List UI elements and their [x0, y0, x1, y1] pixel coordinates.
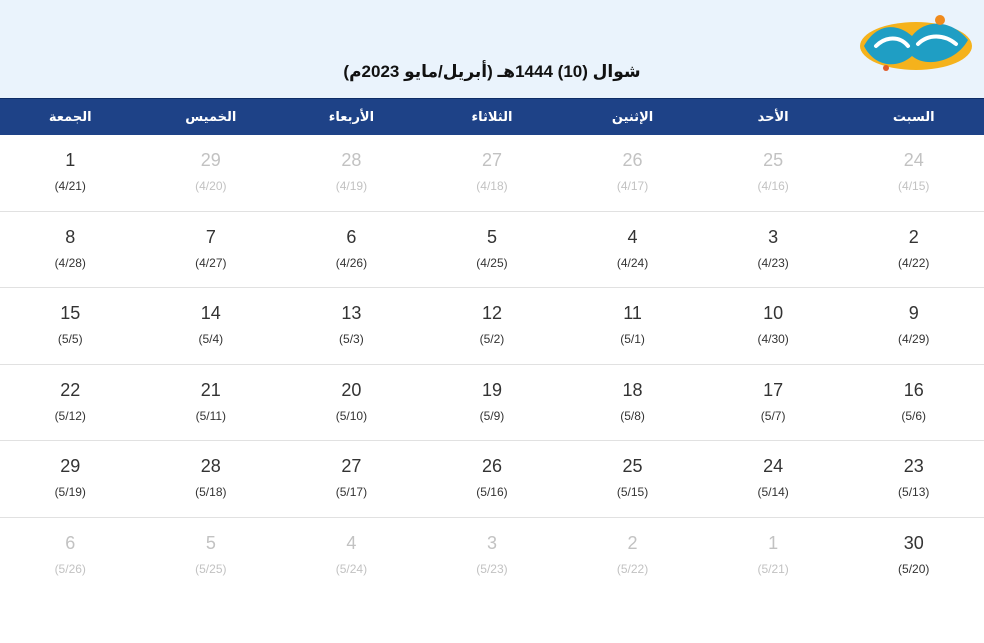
day-cell[interactable]: [141, 518, 282, 594]
hijri-day-number: 25: [763, 150, 784, 170]
hijri-day-number: 6: [65, 532, 76, 553]
gregorian-date: (5/9): [479, 408, 505, 423]
gregorian-date: (4/29): [898, 332, 930, 346]
calendar-grid: [0, 135, 984, 593]
day-cell[interactable]: [141, 288, 282, 364]
gregorian-date: (4/23): [757, 255, 789, 270]
gregorian-date: (5/10): [335, 408, 368, 423]
day-cell[interactable]: [0, 288, 141, 364]
hijri-day-number: 1: [768, 532, 779, 553]
hijri-day-number: 18: [622, 379, 643, 400]
calendar-header: [0, 0, 984, 98]
gregorian-date: (5/5): [57, 332, 83, 346]
day-cell[interactable]: [703, 441, 844, 517]
gregorian-date: (5/24): [335, 561, 368, 576]
gregorian-date: (5/16): [476, 485, 508, 499]
gregorian-date: (4/18): [476, 179, 508, 193]
hijri-day-number: 30: [903, 532, 924, 553]
hijri-day-number: 8: [65, 226, 76, 247]
hijri-day-number: 2: [908, 226, 919, 247]
day-cell[interactable]: [422, 518, 563, 594]
hijri-day-number: 1: [65, 150, 76, 170]
gregorian-date: (4/17): [616, 179, 649, 193]
hijri-day-number: 3: [486, 532, 497, 553]
day-cell[interactable]: [703, 135, 844, 211]
gregorian-date: (5/25): [195, 561, 227, 576]
day-cell[interactable]: [562, 212, 703, 288]
gregorian-date: (5/7): [760, 408, 786, 423]
day-cell[interactable]: [422, 135, 563, 211]
gregorian-date: (5/18): [195, 485, 227, 499]
gregorian-date: (5/22): [616, 561, 649, 576]
day-cell[interactable]: [843, 135, 984, 211]
week-row: [0, 441, 984, 518]
week-row: [0, 212, 984, 289]
hijri-day-number: 29: [60, 456, 81, 476]
day-cell[interactable]: [141, 365, 282, 441]
weekday-friday: الجمعة: [48, 109, 92, 124]
hijri-day-number: 5: [486, 226, 497, 247]
day-cell[interactable]: [422, 288, 563, 364]
gregorian-date: (5/1): [620, 332, 645, 346]
hijri-day-number: 14: [200, 303, 221, 323]
day-cell[interactable]: [0, 518, 141, 594]
day-cell[interactable]: [281, 212, 422, 288]
weekday-header-bar: [0, 98, 984, 135]
gregorian-date: (5/14): [757, 485, 789, 499]
day-cell[interactable]: [843, 518, 984, 594]
day-cell[interactable]: [281, 518, 422, 594]
day-cell[interactable]: [422, 365, 563, 441]
weekday-monday: الإثنين: [611, 109, 654, 124]
gregorian-date: (4/15): [898, 179, 930, 193]
day-cell[interactable]: [843, 365, 984, 441]
gregorian-date: (4/16): [757, 179, 789, 193]
gregorian-date: (4/26): [335, 255, 368, 270]
gregorian-date: (4/27): [195, 255, 227, 270]
hijri-day-number: 19: [481, 379, 502, 400]
day-cell[interactable]: [562, 135, 703, 211]
hijri-day-number: 27: [481, 150, 502, 170]
hijri-day-number: 23: [903, 456, 924, 476]
hijri-day-number: 28: [200, 456, 221, 476]
day-cell[interactable]: [141, 212, 282, 288]
day-cell[interactable]: [0, 365, 141, 441]
day-cell[interactable]: [141, 441, 282, 517]
hijri-day-number: 20: [341, 379, 362, 400]
hijri-day-number: 6: [346, 226, 357, 247]
hijri-day-number: 9: [908, 303, 919, 323]
weekday-wednesday: الأربعاء: [328, 109, 375, 124]
gregorian-date: (5/21): [757, 561, 789, 576]
gregorian-date: (4/24): [616, 255, 649, 270]
day-cell[interactable]: [843, 212, 984, 288]
gregorian-date: (4/19): [335, 179, 368, 193]
day-cell[interactable]: [0, 212, 141, 288]
gregorian-date: (5/15): [616, 485, 649, 499]
gregorian-date: (5/3): [339, 332, 364, 346]
hijri-day-number: 16: [903, 379, 924, 400]
day-cell[interactable]: [281, 135, 422, 211]
gregorian-date: (5/4): [198, 332, 224, 346]
gregorian-date: (5/23): [476, 561, 508, 576]
day-cell[interactable]: [562, 365, 703, 441]
hijri-day-number: 21: [200, 379, 221, 400]
hijri-day-number: 28: [341, 150, 362, 170]
day-cell[interactable]: [281, 441, 422, 517]
hijri-day-number: 5: [205, 532, 216, 553]
hijri-day-number: 4: [346, 532, 357, 553]
hijri-day-number: 22: [60, 379, 81, 400]
gregorian-date: (4/25): [476, 255, 508, 270]
weekday-saturday: السبت: [892, 109, 935, 124]
day-cell[interactable]: [843, 288, 984, 364]
page-title: شوال (10) 1444هـ (أبريل/مايو 2023م): [343, 62, 641, 81]
day-cell[interactable]: [703, 365, 844, 441]
day-cell[interactable]: [422, 441, 563, 517]
gregorian-date: (5/11): [195, 408, 227, 423]
day-cell[interactable]: [0, 135, 141, 211]
gregorian-date: (5/6): [901, 408, 927, 423]
gregorian-date: (5/8): [620, 408, 645, 423]
hijri-day-number: 24: [763, 456, 784, 476]
gregorian-date: (5/17): [335, 485, 368, 499]
day-cell[interactable]: [562, 518, 703, 594]
day-cell[interactable]: [281, 365, 422, 441]
hijri-day-number: 29: [200, 150, 221, 170]
hijri-day-number: 13: [341, 303, 362, 323]
hijri-day-number: 4: [627, 226, 638, 247]
gregorian-date: (4/22): [898, 255, 930, 270]
day-cell[interactable]: [0, 441, 141, 517]
gregorian-date: (5/26): [54, 561, 86, 576]
hijri-day-number: 3: [768, 226, 779, 247]
weekday-sunday: الأحد: [757, 109, 789, 124]
gregorian-date: (5/13): [898, 485, 930, 499]
day-cell[interactable]: [562, 441, 703, 517]
week-row: [0, 288, 984, 365]
day-cell[interactable]: [281, 288, 422, 364]
weekday-tuesday: الثلاثاء: [471, 109, 513, 124]
hijri-day-number: 11: [623, 303, 642, 323]
gregorian-date: (4/30): [757, 332, 789, 346]
week-row: [0, 135, 984, 212]
hijri-day-number: 15: [60, 303, 81, 323]
gregorian-date: (4/21): [54, 179, 86, 193]
day-cell[interactable]: [703, 288, 844, 364]
gregorian-date: (5/12): [54, 408, 86, 423]
day-cell[interactable]: [422, 212, 563, 288]
hijri-day-number: 27: [341, 456, 362, 476]
day-cell[interactable]: [562, 288, 703, 364]
hijri-day-number: 2: [627, 532, 638, 553]
week-row: [0, 365, 984, 442]
gregorian-date: (4/28): [54, 255, 86, 270]
hijri-day-number: 24: [903, 150, 924, 170]
hijri-day-number: 17: [763, 379, 784, 400]
hijri-day-number: 26: [481, 456, 502, 476]
day-cell[interactable]: [843, 441, 984, 517]
gregorian-date: (5/19): [54, 485, 86, 499]
hijri-day-number: 10: [763, 303, 784, 323]
hijri-day-number: 25: [622, 456, 643, 476]
gregorian-date: (5/20): [898, 561, 930, 576]
week-row: [0, 518, 984, 594]
gregorian-date: (4/20): [195, 179, 227, 193]
day-cell[interactable]: [703, 212, 844, 288]
hijri-day-number: 12: [481, 303, 502, 323]
hijri-day-number: 7: [205, 226, 216, 247]
weekday-thursday: الخميس: [185, 109, 237, 124]
day-cell[interactable]: [703, 518, 844, 594]
gregorian-date: (5/2): [479, 332, 505, 346]
hijri-day-number: 26: [622, 150, 643, 170]
day-cell[interactable]: [141, 135, 282, 211]
